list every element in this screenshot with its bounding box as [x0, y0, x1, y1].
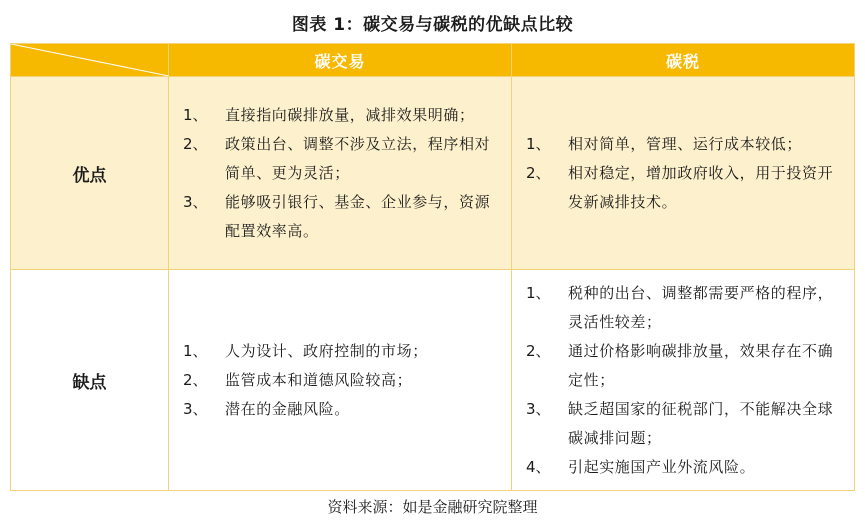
item-number: 2、	[183, 134, 208, 153]
item-number: 4、	[526, 457, 551, 476]
item-text: 直接指向碳排放量，减排效果明确；	[225, 105, 475, 124]
column-header-carbon-trading: 碳交易	[169, 44, 512, 77]
item-text: 相对稳定，增加政府收入，用于投资开发新减排技术。	[568, 163, 834, 211]
table-title: 图表 1：碳交易与碳税的优缺点比较	[291, 15, 574, 35]
list-item	[179, 188, 501, 246]
diagonal-divider	[11, 44, 169, 76]
item-number: 3、	[183, 192, 208, 211]
cons-carbon-tax-cell	[512, 270, 855, 491]
item-text: 相对简单，管理、运行成本较低；	[568, 134, 803, 153]
pros-carbon-tax-cell	[512, 77, 855, 270]
item-number: 1、	[526, 134, 551, 153]
item-text: 潜在的金融风险。	[225, 399, 350, 418]
item-number: 2、	[526, 163, 551, 182]
list-item	[522, 395, 844, 453]
item-number: 1、	[183, 105, 208, 124]
row-label-pros: 优点	[11, 77, 169, 270]
item-text: 人为设计、政府控制的市场；	[225, 341, 428, 360]
comparison-table	[10, 43, 855, 491]
list-item	[522, 453, 844, 482]
item-number: 1、	[183, 341, 208, 360]
item-number: 3、	[183, 399, 208, 418]
item-text: 能够吸引银行、基金、企业参与，资源配置效率高。	[225, 192, 491, 240]
list-item	[522, 159, 844, 217]
header-row	[11, 44, 855, 77]
item-number: 2、	[526, 341, 551, 360]
cons-carbon-trading-cell	[169, 270, 512, 491]
table-row-pros	[11, 77, 855, 270]
table-row-cons	[11, 270, 855, 491]
item-text: 通过价格影响碳排放量，效果存在不确定性；	[568, 341, 834, 389]
list-item	[179, 101, 501, 130]
list-item	[522, 337, 844, 395]
item-number: 1、	[526, 283, 551, 302]
list-item	[522, 130, 844, 159]
column-header-carbon-tax: 碳税	[512, 44, 855, 77]
item-text: 政策出台、调整不涉及立法，程序相对简单、更为灵活；	[225, 134, 491, 182]
item-number: 2、	[183, 370, 208, 389]
list-item	[522, 279, 844, 337]
item-number: 3、	[526, 399, 551, 418]
list-item	[179, 395, 501, 424]
list-item	[179, 130, 501, 188]
item-text: 引起实施国产业外流风险。	[568, 457, 756, 476]
list-item	[179, 337, 501, 366]
source-note: 资料来源：如是金融研究院整理	[327, 498, 538, 516]
item-text: 税种的出台、调整都需要严格的程序，灵活性较差；	[568, 283, 834, 331]
pros-carbon-trading-cell	[169, 77, 512, 270]
item-text: 监管成本和道德风险较高；	[225, 370, 413, 389]
list-item	[179, 366, 501, 395]
corner-cell	[11, 44, 169, 77]
row-label-cons: 缺点	[11, 270, 169, 491]
item-text: 缺乏超国家的征税部门，不能解决全球碳减排问题；	[568, 399, 834, 447]
